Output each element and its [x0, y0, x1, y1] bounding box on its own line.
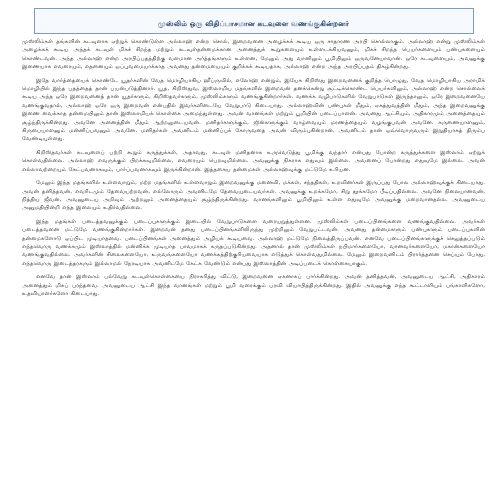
paragraph: முஸ்லிம்கள் தங்களின் கடவுளாக ஏற்றுக் கொண்டுள்ள அல்லாஹ் என்ற சொல், இறைவனை அழைக்கக் கூடிய ஒரு சாதாரண அரபி சொல்லாகும். அல்லாஹ் என்று முஸ்லிம்கள் அழைக்கக் கூடிய அந்தக் கடவுள் மிகச் சிறந்த மற்றும் கடவுள்தன்மைக்கான அனைத்துக் கூறுகளையும் உள்ளடக்கியவனும், மிகச் சிறந்த பெயர்களையும் பண்புகளையும் கொண்டவன். அந்த அல்லாஹ் என்ற அரபிப்பதத்திற்கு வளமான அர்த்தங்களும் உள்ளன, மேலும் அது வானிலும் பூமியிலும் ஒருவனேயாவான். ஒரே கடவுளையும், அவனுக்கு இணையாக எவரையும், எதனையும் ஒப்புவமையாக்காத அவனது தன்மையையும் குறிக்கக் கூடியதாக, அல்லாஹ் என்ற அந்த அரபிப்பதம் திகழ்கின்றது. — [22, 39, 485, 71]
paragraph: கிறிஸ்தவர்கள் கடவுளைப் பற்றி கூறும் கருத்துக்கள், அதாவது, கடவுள் மனிதனாக உருவெடுத்து பூமிக்கு வந்தார் என்பது போன்ற கருத்துக்களை இஸ்லாம் ஏற்றுக் கொள்வதில்லை. அல்லாஹ் எவருக்கும் பிறக்கவுமில்லை, எவரையும் பெறவுமில்லை. அவனுக்கு நிகராக எதுவும் இல்லை. அவனைப் போன்றது எதுவுமே இல்லை. அவன் எல்லாவற்றையும் கேட்பவனாகவும், பார்ப்பவனாகவும் இருக்கின்றான். இத்தகைய தன்மைகள் அல்லாஹ்வுக்கு மட்டுமே உரியன. — [22, 149, 485, 173]
article-body — [22, 38, 485, 298]
paragraph: எனவே தான் இஸ்லாம் பல்வேறு கடவுள்கொள்கையை நிராகரித்து விட்டு, இறைவனை ஏகனாகப் பார்க்கின்றது. அவன் தனித்தவன், அவனுடைய ஆட்சி, அதிகாரம் அனைத்தும் மிகப் பரந்தவை. அவனுடைய ஆட்சி இந்த வானங்கள் மற்றும் பூமி வரைக்கும் பரவி வியாபித்திருக்கின்றது. இதில் அவனுக்கு எந்த கூட்டாளியும் பங்காளிகளோ, உதவியாளர்களோ கிடையாது. — [22, 274, 485, 297]
paragraph: இந்த மதங்கள் படைத்தவனுக்கும் படைப்புகளுக்கும் இடையில் வேறுபாடுகளை வரையறுத்துள்ளன. முஸ்லிம்கள் படைப்பினங்களை வணங்குவதில்லை. அவர்கள் படைத்தவனை மட்டுமே வணங்குகின்றார்கள். இறைவன் தனது படைப்பினங்களிலிருந்து முற்றிலும் வேறுபட்டவன். அவனது தன்மைகளும் பண்புகளும் படைப்புகளின் தன்மைகளோடு ஒப்பிட முடியாதவை. படைப்பினங்கள் அனைத்தும் அழியக் கூடியவை. அல்லாஹ் மட்டுமே நிலைத்திருப்பவன். எனவே படைப்பினங்களுக்குச் செலுத்தப்படும் எந்தவொரு வணக்கமும் இஸ்லாத்தில் மன்னிக்க முடியாத பாவமாகக் கருதப்படுகின்றது. அதனால் தான் முஸ்லிம்கள் நபிமார்களையோ, வானவர்களையோ, மகான்களையோ வணங்குவதில்லை. அவர்களின் சிலைகளையோ, உருவங்களையோ வணக்கத்திற்குரியவையாக எடுத்துக் கொள்வதுமில்லை. மேலும் இறைவனிடம் பிரார்த்தனை செய்யும் போது, எந்தவொரு இடைத்தரகரும் இல்லாமல் நேரடியாக அவனிடமே கேட்க வேண்டும் என்பது இஸ்லாத்தின் அடிப்படைக் கொள்கையாகும். — [22, 218, 485, 267]
article-title-box — [34, 8, 474, 34]
article-title: முஸ்லிம் ஒரு விதிப்பாசமான கடவுளை வணங்குகின்றனர் — [157, 19, 350, 28]
paragraph: மேலும் இந்த மதங்களில் உள்ளவாறும், மற்ற மதங்களில் உள்ளவாறும் இறைவனுக்கு மனைவி, மக்கள், சந்ததிகள், உறவினர்கள் இருப்பது போல அல்லாஹ்வுக்குக் கிடையாது. அவன் தனித்தவன், எவரிடமும் தேவையற்றவன், எல்லோரும் அவனிடமே தேவையுடையவர்கள். அவனுக்கு உறக்கமோ, சிறு தூக்கமோ பீடிப்பதில்லை. அவனே நிலையானவன், நித்திய ஜீவன், அவனுடைய அறிவும் ஆற்றலும் அனைத்தையும் சூழ்ந்திருக்கின்றது. வானங்களிலும் பூமியிலும் உள்ள எதுவுமே அவனுக்கு மறைவானதல்ல. அவனுடைய அனுமதியின்றி எந்த இலையும் உதிர்வதில்லை. — [22, 180, 485, 212]
paragraph: இதே வார்த்தையைக் கொண்டே யூதர்களின் வேத மொழியாகிய ஹீப்ருவில், எலோஹ் என்றும், இயேசு கிறிஸ்து இறைவனைக் குறித்த பொழுது, வேத மொழியாகிய அராமிக் மொழியில் இந்த பதத்தைத் தான் பயன்படுத்தினார். யூத, கிறிஸ்துவ, இஸ்லாமிய மதங்களில் இறைவன் தனக்கென்று சூட்டிக்கொண்ட பெயர்களிலும், அல்லாஹ் என்ற சொல்லைக் கூடிய அந்த ஒரே இறைவனைத் தான் யூதர்களும், கிறிஸ்தவர்களும், முஸ்லிம்களும் வணங்குகின்றார்கள். வணக்க வழிபாடுகளில் வேறுபாடுகள் இருந்தாலும், ஒரே இறைவனையே வணங்குவதால், அல்லாஹ் ஒரே ஒரு இறைவன் என்பதில் இவர்களிடையே வேறுபாடு கிடையாது. அல்லாஹ்வின் பண்புகள் மீதும், ஏகத்துவத்தின் மீதும், அந்த இறைவனுக்கு இணை வைக்காத தன்மையிலும் தான் இஸ்லாமியக் கொள்கை அமைந்துள்ளது. அவன் வானங்கள் மற்றும் பூமியின் படைப்பாளன். அவனது ஆட்சியும், அதிகாரமும் அனைத்தையும் சூழ்ந்திருக்கின்றது. அவனே அனைத்தின் மீதும் ஆற்றலுடையவன். மனிதர்களுக்கும், ஜின்களுக்கும் வாழ்வையும் மரணத்தையும் வழங்குபவன் அவனே. கருணையாளனும், கிருபையாளனும் மன்னிப்பவனும் அவனே. மனிதர்கள் அவனிடம் மன்னிப்புக் கோருவதை அவன் விரும்புகின்றான். அவனிடம் தான் ஒவ்வொருவரும் இறுதியாகத் திரும்ப வேண்டியுள்ளது. — [22, 77, 485, 143]
